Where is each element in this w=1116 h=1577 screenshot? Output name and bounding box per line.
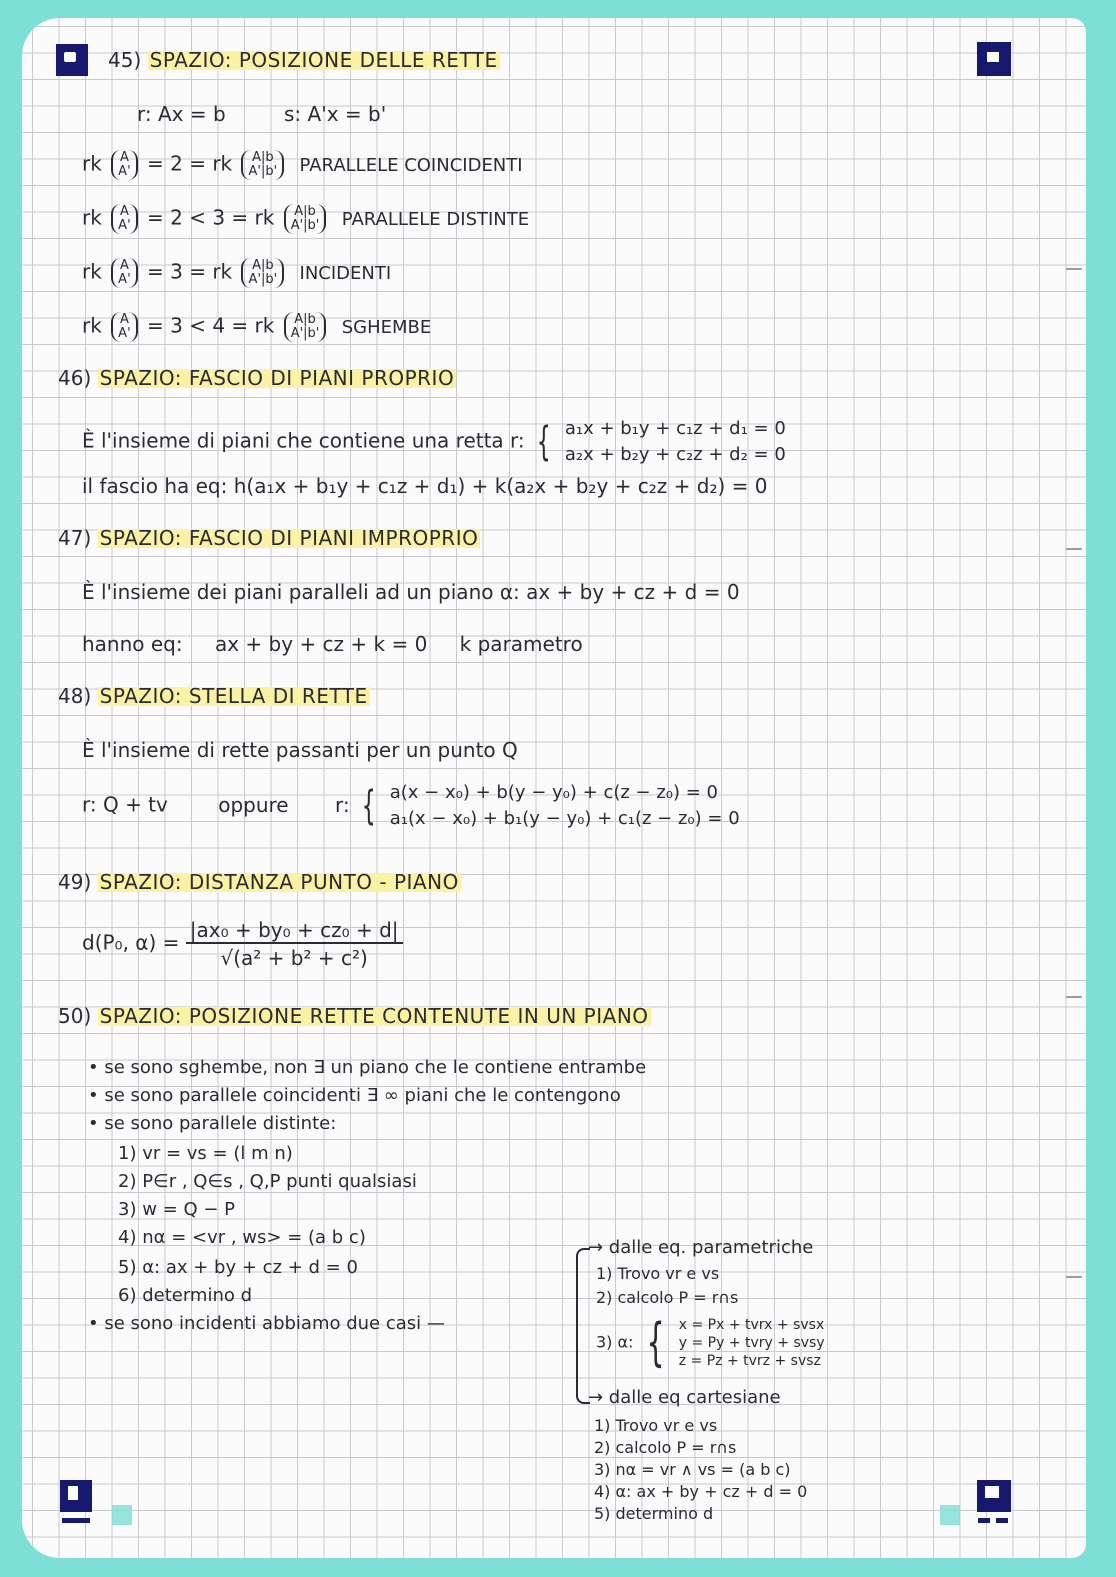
section-50-heading bbox=[58, 1004, 651, 1028]
rank-relation: = 3 = rk bbox=[147, 259, 233, 284]
case-step: 4) α: ax + by + cz + d = 0 bbox=[594, 1482, 808, 1501]
cyan-square-right bbox=[940, 1505, 960, 1525]
matrix-ab: A|b A'|b' bbox=[284, 312, 327, 342]
case-step: 2) calcolo P = r∩s bbox=[594, 1438, 737, 1457]
sec46-definition bbox=[82, 416, 786, 468]
page-nick bbox=[1066, 268, 1082, 270]
corner-bar-bottom-right bbox=[978, 1518, 990, 1523]
step-item: 2) P∈r , Q∈s , Q,P punti qualsiasi bbox=[118, 1171, 417, 1192]
position-label: INCIDENTI bbox=[299, 262, 392, 284]
page-nick bbox=[1066, 548, 1082, 550]
section-title: SPAZIO: POSIZIONE DELLE RETTE bbox=[149, 48, 498, 72]
fraction-denominator: √(a² + b² + c²) bbox=[220, 946, 368, 970]
matrix-ab: A|b A'|b' bbox=[241, 258, 284, 288]
bullet-coincidenti: • se sono parallele coincidenti ∃ ∞ piani che le contengono bbox=[88, 1085, 621, 1106]
case-step: 1) Trovo vr e vs bbox=[594, 1416, 718, 1435]
section-title: SPAZIO: POSIZIONE RETTE CONTENUTE IN UN PIANO bbox=[99, 1004, 649, 1028]
system-row: a₂x + b₂y + c₂z + d₂ = 0 bbox=[564, 444, 786, 465]
step-item: 3) w = Q − P bbox=[118, 1199, 235, 1220]
matrix-ab: A|b A'|b' bbox=[241, 150, 284, 180]
bullet-sghembe: • se sono sghembe, non ∃ un piano che le contiene entrambe bbox=[88, 1057, 647, 1078]
rank-label: rk bbox=[82, 151, 102, 176]
parametric-eq: r: Q + tv bbox=[82, 792, 168, 817]
system-row: y = Py + tvry + svsy bbox=[678, 1335, 825, 1351]
position-label: PARALLELE COINCIDENTI bbox=[299, 154, 523, 176]
rank-row-4 bbox=[82, 312, 431, 342]
parameter-note: k parametro bbox=[459, 632, 583, 656]
corner-bar-bottom-left bbox=[62, 1518, 90, 1523]
step-item: 5) α: ax + by + cz + d = 0 bbox=[118, 1257, 358, 1278]
definition-text: È l'insieme di piani che contiene una retta r: bbox=[82, 428, 525, 453]
oppure-label: oppure bbox=[218, 792, 289, 817]
sec48-equations bbox=[82, 780, 740, 832]
rank-row-3 bbox=[82, 258, 391, 288]
system-row: a(x − x₀) + b(y − y₀) + c(z − z₀) = 0 bbox=[389, 782, 718, 803]
system-label: 3) α: bbox=[596, 1332, 634, 1352]
plane-system bbox=[565, 416, 786, 468]
rank-relation: = 2 = rk bbox=[147, 151, 233, 176]
corner-marker-bottom-left bbox=[60, 1480, 92, 1512]
matrix-a: A A' bbox=[111, 312, 137, 342]
step-item: 4) nα = <vr , ws> = (a b c) bbox=[118, 1227, 366, 1248]
distance-fraction bbox=[186, 918, 403, 970]
section-number: 49) bbox=[58, 870, 92, 894]
rank-label: rk bbox=[82, 259, 102, 284]
notebook-page bbox=[22, 18, 1086, 1558]
corner-marker-bottom-right bbox=[977, 1480, 1011, 1512]
fraction-numerator: |ax₀ + by₀ + cz₀ + d| bbox=[186, 918, 403, 944]
case-step: 3) nα = vr ∧ vs = (a b c) bbox=[594, 1460, 791, 1479]
sec47-definition: È l'insieme dei piani paralleli ad un piano α: ax + by + cz + d = 0 bbox=[82, 580, 740, 604]
eq-s: s: A'x = b' bbox=[284, 102, 387, 126]
case-step: 5) determino d bbox=[594, 1504, 714, 1523]
matrix-ab: A|b A'|b' bbox=[284, 204, 327, 234]
rank-label: rk bbox=[82, 313, 102, 338]
rank-row-2 bbox=[82, 204, 529, 234]
system-row: x = Px + tvrx + svsx bbox=[678, 1317, 825, 1333]
section-number: 47) bbox=[58, 526, 92, 550]
section-title: SPAZIO: FASCIO DI PIANI PROPRIO bbox=[99, 366, 455, 390]
section-number: 45) bbox=[108, 48, 142, 72]
equation: ax + by + cz + k = 0 bbox=[214, 632, 428, 656]
system-brace: { bbox=[645, 1313, 665, 1373]
matrix-a: A A' bbox=[111, 150, 137, 180]
corner-marker-top-right bbox=[977, 42, 1011, 76]
section-number: 46) bbox=[58, 366, 92, 390]
section-number: 48) bbox=[58, 684, 92, 708]
section-45-heading bbox=[108, 48, 500, 72]
sec47-equation bbox=[82, 632, 583, 656]
matrix-a: A A' bbox=[111, 204, 137, 234]
bullet-incidenti: • se sono incidenti abbiamo due casi — bbox=[88, 1313, 445, 1334]
eq-r: r: Ax = b bbox=[137, 102, 226, 126]
section-number: 50) bbox=[58, 1004, 92, 1028]
parametric-plane-system bbox=[679, 1316, 825, 1370]
case-system bbox=[596, 1313, 825, 1373]
section-49-heading bbox=[58, 870, 461, 894]
matrix-a: A A' bbox=[111, 258, 137, 288]
sec46-equation: il fascio ha eq: h(a₁x + b₁y + c₁z + d₁) + k(a₂x + b₂y + c₂z + d₂) = 0 bbox=[82, 474, 768, 498]
corner-bar-bottom-right-2 bbox=[996, 1518, 1008, 1523]
case-cartesian-title: → dalle eq cartesiane bbox=[588, 1387, 781, 1408]
rank-relation: = 3 < 4 = rk bbox=[147, 313, 275, 338]
page-nick bbox=[1066, 996, 1082, 998]
cyan-square-left bbox=[112, 1505, 132, 1525]
position-label: SGHEMBE bbox=[341, 316, 432, 338]
step-item: 1) vr = vs = (l m n) bbox=[118, 1143, 293, 1164]
system-row: a₁x + b₁y + c₁z + d₁ = 0 bbox=[564, 418, 786, 439]
sec48-definition: È l'insieme di rette passanti per un punto Q bbox=[82, 738, 518, 762]
section-title: SPAZIO: FASCIO DI PIANI IMPROPRIO bbox=[99, 526, 479, 550]
case-step: 2) calcolo P = r∩s bbox=[596, 1288, 739, 1307]
rank-row-1 bbox=[82, 150, 523, 180]
rank-relation: = 2 < 3 = rk bbox=[147, 205, 275, 230]
position-label: PARALLELE DISTINTE bbox=[341, 208, 530, 230]
system-brace: { bbox=[536, 419, 551, 465]
corner-marker-top-left bbox=[56, 44, 88, 76]
star-system bbox=[390, 780, 740, 832]
system-row: a₁(x − x₀) + b₁(y − y₀) + c₁(z − z₀) = 0 bbox=[389, 808, 740, 829]
r-label: r: bbox=[334, 792, 350, 817]
case-bracket bbox=[576, 1248, 590, 1404]
page-nick bbox=[1066, 1276, 1082, 1278]
section-title: SPAZIO: STELLA DI RETTE bbox=[99, 684, 368, 708]
system-brace: { bbox=[361, 783, 376, 829]
distance-formula bbox=[82, 918, 403, 970]
case-parametric-title: → dalle eq. parametriche bbox=[588, 1237, 814, 1258]
bullet-distinte: • se sono parallele distinte: bbox=[88, 1113, 337, 1134]
section-47-heading bbox=[58, 526, 480, 550]
case-step: 1) Trovo vr e vs bbox=[596, 1264, 720, 1283]
distance-lhs: d(P₀, α) = bbox=[82, 930, 180, 955]
step-item: 6) determino d bbox=[118, 1285, 253, 1306]
section-title: SPAZIO: DISTANZA PUNTO - PIANO bbox=[99, 870, 459, 894]
equation-label: hanno eq: bbox=[82, 632, 183, 656]
rank-label: rk bbox=[82, 205, 102, 230]
section-48-heading bbox=[58, 684, 370, 708]
system-row: z = Pz + tvrz + svsz bbox=[678, 1353, 821, 1369]
section-46-heading bbox=[58, 366, 456, 390]
